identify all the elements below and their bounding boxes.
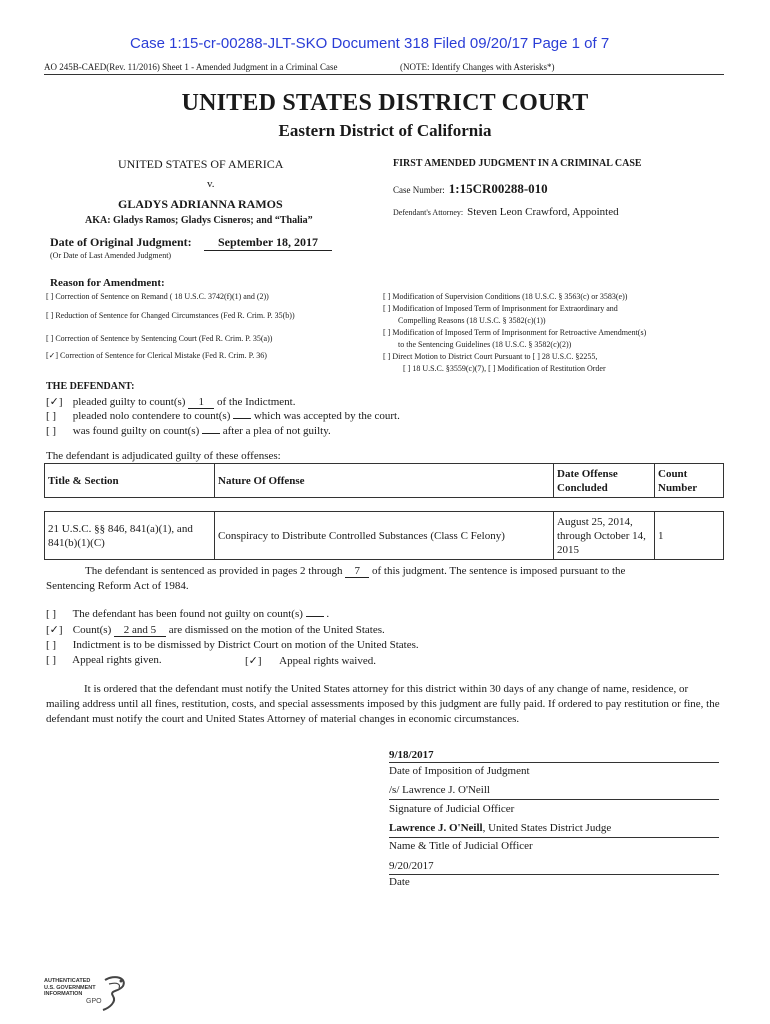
offense-date: August 25, 2014, through October 14, 2015 [554,512,655,560]
disposition-text: The defendant has been found not guilty on count(s) [72,608,303,620]
district-name: Eastern District of California [278,121,492,140]
sentence-line-1 [85,565,625,578]
checkbox: [ ] [46,334,54,343]
amend-right-7: [ ] 18 U.S.C. §3559(c)(7), [ ] Modification of Restitution Order [403,364,606,373]
header-title-section: Title & Section [45,464,215,498]
checkbox: [ ] [46,654,57,666]
adjudicated-text: The defendant is adjudicated guilty of these offenses: [46,450,281,462]
signature-rule [389,799,719,800]
checkbox: [ ] [383,292,391,301]
amend-right-4 [383,328,646,337]
table-spacer-row [45,498,724,512]
order-paragraph: It is ordered that the defendant must notify the United States attorney for this district within 30 days of any change of name, residence, or mailing address until all fines, restitution, costs, and special assessments imposed by this judgment are fully paid. If ordered to pay restitution or fine, the defendant must notify the court and United States Attorney of material changes in economic circumstances. [46,683,720,725]
table-header-row [45,464,724,498]
checkbox: [ ] [46,292,54,301]
plea-text: pleaded guilty to count(s) [72,396,186,408]
gpo-mark: GPO [86,998,102,1005]
header-rule [44,74,724,75]
plea-text-post: of the Indictment. [216,396,296,408]
disposition-4 [46,654,162,666]
appeal-waived [245,654,376,667]
case-number-label: Case Number: [393,185,445,195]
offense-table [44,463,724,560]
offense-nature: Conspiracy to Distribute Controlled Substances (Class C Felony) [215,512,554,560]
amend-text: Modification of Imposed Term of Imprisonment for Retroactive Amendment(s) [392,328,647,337]
checkbox: [ ] [383,352,391,361]
signature-label: Signature of Judicial Officer [389,803,515,815]
checkbox: [ ] [46,608,57,620]
amend-text: Reduction of Sentence for Changed Circumstances (Fed R. Crim. P. 35(b)) [55,311,295,320]
plea-line-2 [46,410,400,422]
header-date-concluded: Date Offense Concluded [554,464,655,498]
defendant-name: GLADYS ADRIANNA RAMOS [118,197,283,211]
disposition-text: Indictment is to be dismissed by District Court on motion of the United States. [72,639,419,651]
form-id: AO 245B-CAED(Rev. 11/2016) Sheet 1 - Amended Judgment in a Criminal Case [44,62,338,72]
spacer-cell [215,498,554,512]
amend-right-5: to the Sentencing Guidelines (18 U.S.C. § 3582(c)(2)) [398,340,572,349]
orig-judgment-date: September 18, 2017 [204,235,332,251]
offense-count: 1 [655,512,724,560]
appeal-waived-text: Appeal rights waived. [279,655,376,667]
amend-left-2 [46,311,295,320]
defendant-aka: AKA: Gladys Ramos; Gladys Cisneros; and “Thalia” [85,215,313,226]
plea-text-post: after a plea of not guilty. [222,425,331,437]
checkbox: [ ] [46,311,54,320]
plea-fill [202,433,220,434]
amend-text: Modification of Supervision Conditions (18 U.S.C. § 3563(c) or 3583(e)) [392,292,628,301]
table-row [45,512,724,560]
officer-name: Lawrence J. O'Neill [389,822,483,834]
imposition-label: Date of Imposition of Judgment [389,765,530,777]
amend-text: Direct Motion to District Court Pursuant to [ ] 28 U.S.C. §2255, [392,352,598,361]
court-name: UNITED STATES DISTRICT COURT [181,90,589,116]
disposition-text-post: are dismissed on the motion of the United States. [168,624,385,636]
attorney-row [393,202,619,220]
spacer-cell [554,498,655,512]
sentence-line-2: Sentencing Reform Act of 1984. [46,580,189,592]
officer-title: , United States District Judge [482,822,612,834]
amend-left-4 [46,351,267,360]
plea-fill [233,418,251,419]
case-number: 1:15CR00288-010 [448,181,548,196]
disposition-text-post: . [326,608,330,620]
sentence-text: The defendant is sentenced as provided in pages 2 through [85,565,343,577]
amend-right-3: Compelling Reasons (18 U.S.C. § 3582(c)(1)) [398,316,546,325]
sentence-text-post: of this judgment. The sentence is imposed pursuant to the [372,565,626,577]
checkbox: [ ] [383,328,391,337]
header-nature: Nature Of Offense [215,464,554,498]
plea-text: pleaded nolo contendere to count(s) [72,410,231,422]
amend-text: Correction of Sentence by Sentencing Court (Fed R. Crim. P. 35(a)) [55,334,273,343]
amend-left-3 [46,334,272,343]
plea-line-1 [46,395,296,409]
orig-judgment-note: (Or Date of Last Amended Judgment) [50,251,172,260]
signature-rule [389,837,719,838]
disposition-2 [46,623,385,637]
offense-title-section: 21 U.S.C. §§ 846, 841(a)(1), and 841(b)(1)(C) [45,512,215,560]
amendment-heading: Reason for Amendment: [50,277,165,289]
orig-judgment-label: Date of Original Judgment: [50,235,192,249]
disposition-1 [46,608,329,620]
amend-text: Modification of Imposed Term of Imprisonment for Extraordinary and [392,304,618,313]
officer-name-row [389,822,611,834]
plaintiff: UNITED STATES OF AMERICA [118,157,284,171]
spacer-cell [45,498,215,512]
gpo-line: AUTHENTICATED [44,978,91,984]
judgment-title: FIRST AMENDED JUDGMENT IN A CRIMINAL CASE [393,158,642,169]
form-note: (NOTE: Identify Changes with Asterisks*) [400,62,555,72]
amend-text: Correction of Sentence for Clerical Mistake (Fed R. Crim. P. 36) [60,351,267,360]
disposition-text: Count(s) [72,624,112,636]
plea-text-post: which was accepted by the court. [253,410,400,422]
checkbox: [✓] [46,624,63,636]
checkbox: [ ] [46,639,57,651]
judge-signature: /s/ Lawrence J. O'Neill [389,784,490,796]
checkbox: [ ] [46,425,57,437]
checkbox: [✓] [245,655,262,667]
spacer-cell [655,498,724,512]
disposition-3 [46,639,419,651]
signature-rule [389,874,719,875]
amend-left-1 [46,292,269,301]
disposition-fill: 2 and 5 [114,624,166,637]
plea-line-3 [46,425,331,437]
gpo-line: INFORMATION [44,991,83,997]
defendant-heading: THE DEFENDANT: [46,381,135,392]
plea-fill: 1 [188,396,214,409]
checkbox: [ ] [383,304,391,313]
signed-date: 9/20/2017 [389,860,434,872]
amend-right-6 [383,352,597,361]
plea-text: was found guilty on count(s) [72,425,200,437]
amend-right-1 [383,292,627,301]
header-count: Count Number [655,464,724,498]
eagle-icon [99,974,129,1014]
name-title-label: Name & Title of Judicial Officer [389,840,533,852]
versus: v. [207,178,215,190]
checkbox: [✓] [46,396,63,408]
signature-rule [389,762,719,763]
case-number-row [393,180,548,198]
amend-right-2 [383,304,618,313]
gpo-authentication-logo [44,974,134,1014]
date-label: Date [389,876,410,888]
gpo-text [44,978,96,998]
sentence-pages: 7 [345,565,369,578]
case-header-line: Case 1:15-cr-00288-JLT-SKO Document 318 Filed 09/20/17 Page 1 of 7 [130,35,610,52]
imposition-date: 9/18/2017 [389,749,434,761]
attorney-name: Steven Leon Crawford, Appointed [467,206,619,218]
gpo-line: U.S. GOVERNMENT [44,984,96,991]
amend-text: Correction of Sentence on Remand ( 18 U.S.C. 3742(f)(1) and (2)) [55,292,269,301]
disposition-fill [306,616,324,617]
checkbox: [ ] [46,410,57,422]
disposition-text: Appeal rights given. [72,654,162,666]
checkbox: [✓] [46,351,59,360]
attorney-label: Defendant's Attorney: [393,208,464,217]
